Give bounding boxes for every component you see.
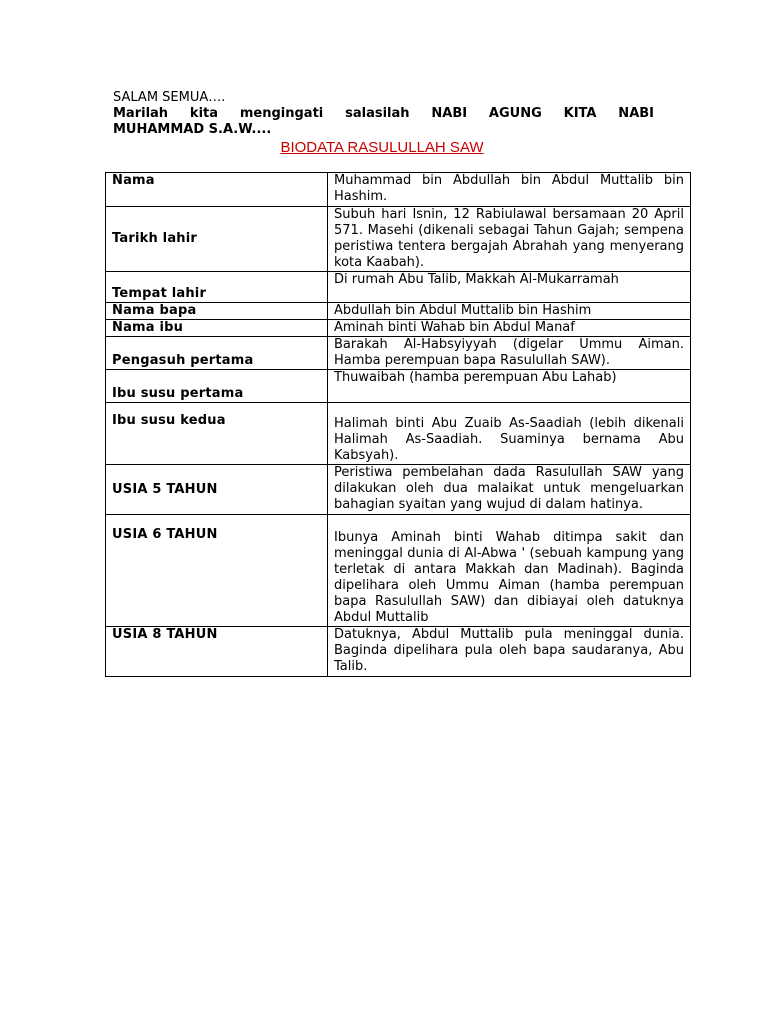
row-label: Nama xyxy=(106,173,328,207)
table-row xyxy=(106,303,691,320)
row-value: Di rumah Abu Talib, Makkah Al-Mukarramah xyxy=(328,272,691,303)
row-value: Ibunya Aminah binti Wahab ditimpa sakit dan meninggal dunia di Al-Abwa ' (sebuah kampung yang terletak di antara Makkah dan Madinah). Baginda dipelihara oleh Ummu Aiman (hamba perempuan bapa Rasulullah SAW) dan dibiayai oleh datuknya Abdul Muttalib xyxy=(328,515,691,627)
row-label: USIA 8 TAHUN xyxy=(106,627,328,677)
row-label: Pengasuh pertama xyxy=(106,337,328,370)
row-value: Abdullah bin Abdul Muttalib bin Hashim xyxy=(328,303,691,320)
intro-text xyxy=(113,90,654,138)
intro-line-continued: MUHAMMAD S.A.W.... xyxy=(113,122,272,137)
intro-line: Marilah kita mengingati salasilah NABI AGUNG KITA NABI xyxy=(113,106,654,121)
table-row xyxy=(106,207,691,272)
row-value: Halimah binti Abu Zuaib As-Saadiah (lebih dikenali Halimah As-Saadiah. Suaminya bernama Abu Kabsyah). xyxy=(328,403,691,465)
row-label: Nama bapa xyxy=(106,303,328,320)
row-label: Ibu susu pertama xyxy=(106,370,328,403)
row-label: Ibu susu kedua xyxy=(106,403,328,465)
row-value: Muhammad bin Abdullah bin Abdul Muttalib bin Hashim. xyxy=(328,173,691,207)
greeting-line: SALAM SEMUA…. xyxy=(113,90,226,105)
table-row xyxy=(106,320,691,337)
table-row xyxy=(106,337,691,370)
row-value: Datuknya, Abdul Muttalib pula meninggal dunia. Baginda dipelihara pula oleh bapa saudaranya, Abu Talib. xyxy=(328,627,691,677)
table-row xyxy=(106,272,691,303)
table-row xyxy=(106,465,691,515)
table-row xyxy=(106,515,691,627)
row-label: USIA 6 TAHUN xyxy=(106,515,328,627)
row-value: Subuh hari Isnin, 12 Rabiulawal bersamaan 20 April 571. Masehi (dikenali sebagai Tahun Gajah; sempena peristiwa tentera bergajah Abrahah yang menyerang kota Kaabah). xyxy=(328,207,691,272)
row-label: Tempat lahir xyxy=(106,272,328,303)
biodata-table xyxy=(105,172,691,677)
table-row xyxy=(106,403,691,465)
table-row xyxy=(106,627,691,677)
row-value: Thuwaibah (hamba perempuan Abu Lahab) xyxy=(328,370,691,403)
row-value: Aminah binti Wahab bin Abdul Manaf xyxy=(328,320,691,337)
row-label: USIA 5 TAHUN xyxy=(106,465,328,515)
row-label: Nama ibu xyxy=(106,320,328,337)
table-row xyxy=(106,370,691,403)
document-title: BIODATA RASULULLAH SAW xyxy=(280,139,484,156)
row-label: Tarikh lahir xyxy=(106,207,328,272)
table-row xyxy=(106,173,691,207)
row-value: Barakah Al-Habsyiyyah (digelar Ummu Aiman. Hamba perempuan bapa Rasulullah SAW). xyxy=(328,337,691,370)
row-value: Peristiwa pembelahan dada Rasulullah SAW yang dilakukan oleh dua malaikat untuk mengeluarkan bahagian syaitan yang wujud di dalam hatinya. xyxy=(328,465,691,515)
